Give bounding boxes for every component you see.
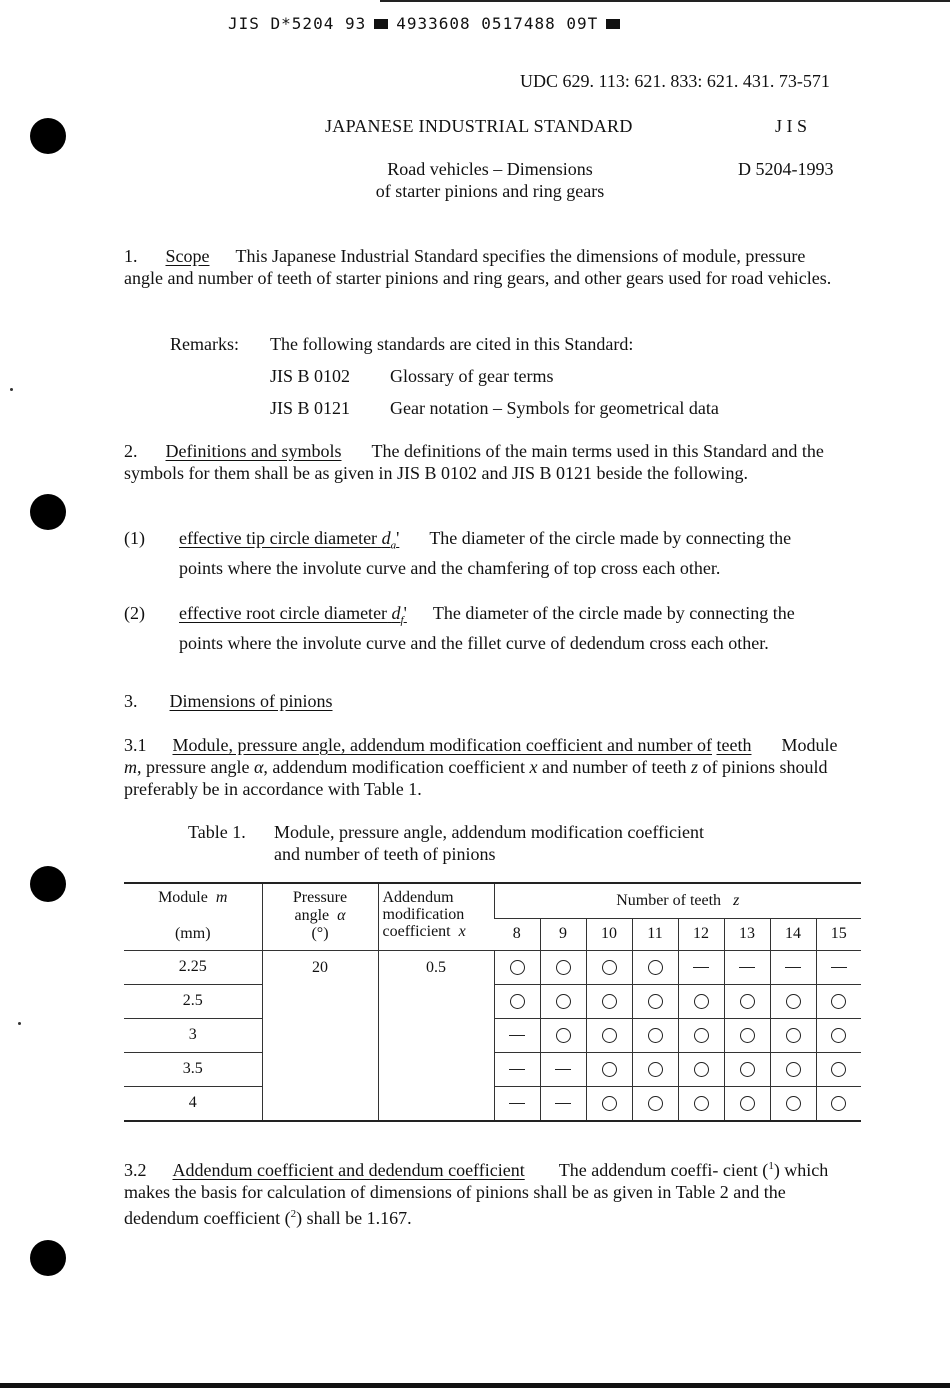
dash-mark-icon bbox=[509, 1069, 525, 1070]
header-text: Number of teeth bbox=[616, 891, 722, 909]
term-text: effective root circle diameter bbox=[179, 603, 388, 623]
symbol-alpha: α bbox=[253, 757, 264, 777]
dash-mark-icon bbox=[555, 1103, 571, 1104]
remarks-intro: The following standards are cited in this Standard: bbox=[270, 334, 634, 354]
teeth-header: 12 bbox=[678, 918, 724, 950]
section-text: This Japanese Industrial Standard specifies the dimensions of bbox=[235, 246, 678, 266]
header-symbol: z bbox=[733, 891, 740, 909]
availability-cell bbox=[494, 1086, 540, 1120]
availability-cell bbox=[678, 984, 724, 1018]
teeth-header: 14 bbox=[770, 918, 816, 950]
section-3-2 bbox=[124, 1155, 839, 1229]
availability-cell bbox=[586, 984, 632, 1018]
punch-hole bbox=[30, 118, 66, 154]
table-caption-line: Module, pressure angle, addendum modification coefficient bbox=[274, 822, 705, 842]
module-cell: 3.5 bbox=[124, 1052, 262, 1086]
availability-cell bbox=[770, 1052, 816, 1086]
header-text: coefficient bbox=[382, 923, 451, 940]
section-heading: Dimensions of pinions bbox=[169, 691, 333, 711]
availability-cell bbox=[724, 950, 770, 984]
circle-mark-icon bbox=[831, 994, 846, 1009]
term-subscript: a bbox=[390, 539, 397, 552]
table-caption-label: Table 1. bbox=[188, 822, 246, 842]
definition-2 bbox=[179, 602, 839, 654]
footnote-ref: 1 bbox=[768, 1160, 774, 1172]
availability-cell bbox=[770, 950, 816, 984]
module-cell: 3 bbox=[124, 1018, 262, 1052]
footnote-ref: 2 bbox=[290, 1208, 297, 1220]
pressure-angle-cell: 20 bbox=[262, 950, 378, 1120]
module-cell: 4 bbox=[124, 1086, 262, 1120]
term-prime: ' bbox=[403, 603, 407, 623]
speck bbox=[10, 388, 13, 391]
table-1-grid bbox=[124, 884, 861, 1120]
text: ) shall be 1.167. bbox=[296, 1208, 412, 1228]
term-text: effective tip circle diameter bbox=[179, 528, 378, 548]
circle-mark-icon bbox=[694, 1062, 709, 1077]
block-mark bbox=[606, 19, 620, 29]
teeth-header: 13 bbox=[724, 918, 770, 950]
text: cient ( bbox=[722, 1160, 769, 1180]
table-1 bbox=[124, 882, 861, 1122]
circle-mark-icon bbox=[786, 1062, 801, 1077]
text: of pinions should preferably be in accordance with Table 1. bbox=[124, 757, 828, 799]
circle-mark-icon bbox=[740, 994, 755, 1009]
symbol-m: m bbox=[124, 757, 137, 777]
header-unit: (mm) bbox=[174, 925, 211, 942]
text: and bbox=[542, 757, 569, 777]
availability-cell bbox=[632, 984, 678, 1018]
text: The addendum coeffi- bbox=[558, 1160, 719, 1180]
remark-ref-title: Gear notation – Symbols for geometrical data bbox=[390, 398, 719, 418]
remark-ref-title: Glossary of gear terms bbox=[390, 366, 554, 386]
term-subscript: f bbox=[400, 614, 404, 627]
standard-title: JAPANESE INDUSTRIAL STANDARD bbox=[325, 116, 633, 136]
header-symbol: x bbox=[458, 923, 466, 940]
catalog-code bbox=[228, 14, 620, 33]
circle-mark-icon bbox=[694, 1096, 709, 1111]
circle-mark-icon bbox=[602, 1028, 617, 1043]
circle-mark-icon bbox=[831, 1028, 846, 1043]
top-rule bbox=[380, 0, 950, 2]
header-module bbox=[124, 884, 262, 950]
circle-mark-icon bbox=[510, 960, 525, 975]
section-heading: Module, pressure angle, addendum modification coefficient and number of bbox=[172, 735, 712, 755]
circle-mark-icon bbox=[602, 994, 617, 1009]
header-text: modification bbox=[382, 906, 465, 923]
section-heading: Scope bbox=[165, 246, 210, 266]
addendum-mod-cell: 0.5 bbox=[378, 950, 494, 1120]
term-symbol: d bbox=[381, 528, 391, 548]
header-unit: (°) bbox=[311, 925, 329, 942]
definition-text: The diameter of the circle made by bbox=[429, 528, 682, 548]
section-number: 2. bbox=[124, 441, 138, 461]
availability-cell bbox=[540, 1018, 586, 1052]
availability-cell bbox=[632, 1052, 678, 1086]
circle-mark-icon bbox=[786, 994, 801, 1009]
availability-cell bbox=[586, 1018, 632, 1052]
availability-cell bbox=[678, 950, 724, 984]
circle-mark-icon bbox=[694, 994, 709, 1009]
circle-mark-icon bbox=[602, 1062, 617, 1077]
circle-mark-icon bbox=[740, 1096, 755, 1111]
circle-mark-icon bbox=[648, 1096, 663, 1111]
availability-cell bbox=[816, 984, 861, 1018]
availability-cell bbox=[586, 1086, 632, 1120]
circle-mark-icon bbox=[786, 1028, 801, 1043]
section-heading: Definitions and symbols bbox=[165, 441, 342, 461]
teeth-header: 8 bbox=[494, 918, 540, 950]
availability-cell bbox=[770, 1086, 816, 1120]
availability-cell bbox=[678, 1052, 724, 1086]
header-pressure bbox=[262, 884, 378, 950]
catalog-code-part1: JIS D*5204 93 bbox=[228, 14, 367, 33]
section-number: 3.2 bbox=[124, 1160, 147, 1180]
availability-cell bbox=[540, 984, 586, 1018]
text: , addendum modification coefficient bbox=[263, 757, 526, 777]
section-3-1 bbox=[124, 734, 844, 800]
block-mark bbox=[374, 19, 388, 29]
header-teeth bbox=[494, 884, 861, 918]
availability-cell bbox=[678, 1086, 724, 1120]
text: ) which makes the basis for calculation of dimensions of pinions shall be as given in Table 2 and the dedendum coefficient ( bbox=[124, 1160, 829, 1228]
availability-cell bbox=[586, 1052, 632, 1086]
availability-cell bbox=[632, 1018, 678, 1052]
circle-mark-icon bbox=[556, 960, 571, 975]
table-row bbox=[124, 950, 861, 984]
dash-mark-icon bbox=[555, 1069, 571, 1070]
availability-cell bbox=[540, 1052, 586, 1086]
header-symbol: m bbox=[215, 889, 228, 906]
availability-cell bbox=[816, 1052, 861, 1086]
availability-cell bbox=[816, 1086, 861, 1120]
definition-term bbox=[179, 528, 400, 552]
section-3 bbox=[124, 690, 333, 712]
circle-mark-icon bbox=[831, 1062, 846, 1077]
section-1 bbox=[124, 245, 834, 289]
circle-mark-icon bbox=[786, 1096, 801, 1111]
definition-text: connecting the points where the involute curve and the chamfering of top cross each other. bbox=[179, 528, 792, 578]
text: , pressure angle bbox=[137, 757, 250, 777]
availability-cell bbox=[770, 1018, 816, 1052]
remark-ref-code: JIS B 0121 bbox=[270, 398, 351, 418]
circle-mark-icon bbox=[740, 1062, 755, 1077]
symbol-x: x bbox=[529, 757, 538, 777]
availability-cell bbox=[724, 1018, 770, 1052]
symbol-z: z bbox=[690, 757, 698, 777]
circle-mark-icon bbox=[648, 994, 663, 1009]
availability-cell bbox=[494, 1018, 540, 1052]
punch-hole bbox=[30, 494, 66, 530]
section-text: module, pressure angle and number of teeth of starter pinions and ring gears, and other gears used for road vehicles. bbox=[124, 246, 832, 288]
doc-number: D 5204-1993 bbox=[738, 159, 834, 179]
availability-cell bbox=[540, 1086, 586, 1120]
doc-title bbox=[325, 158, 655, 202]
remark-ref-code: JIS B 0102 bbox=[270, 366, 351, 386]
circle-mark-icon bbox=[740, 1028, 755, 1043]
circle-mark-icon bbox=[648, 1028, 663, 1043]
text: number of teeth bbox=[572, 757, 687, 777]
definition-number: (1) bbox=[124, 528, 145, 548]
availability-cell bbox=[494, 1052, 540, 1086]
section-text: The definitions of the main terms used in this bbox=[371, 441, 699, 461]
remarks-label: Remarks: bbox=[170, 334, 239, 354]
dash-mark-icon bbox=[739, 967, 755, 968]
header-symbol: α bbox=[337, 907, 346, 924]
availability-cell bbox=[494, 984, 540, 1018]
circle-mark-icon bbox=[648, 960, 663, 975]
term-symbol: d bbox=[391, 603, 401, 623]
section-2 bbox=[124, 440, 834, 484]
udc-code: UDC 629. 113: 621. 833: 621. 431. 73-571 bbox=[520, 71, 830, 91]
definition-text: connecting the points where the involute curve and the fillet curve of dedendum cross each other. bbox=[179, 603, 795, 653]
doc-title-line1: Road vehicles – Dimensions bbox=[387, 159, 593, 179]
section-number: 3. bbox=[124, 691, 138, 711]
punch-hole bbox=[30, 866, 66, 902]
teeth-header: 10 bbox=[586, 918, 632, 950]
section-text: Standard and the symbols for them shall be as given in JIS B 0102 and JIS B 0121 beside the following. bbox=[124, 441, 824, 483]
header-text: angle bbox=[294, 907, 330, 924]
dash-mark-icon bbox=[693, 967, 709, 968]
teeth-header: 9 bbox=[540, 918, 586, 950]
punch-hole bbox=[30, 1240, 66, 1276]
availability-cell bbox=[632, 950, 678, 984]
teeth-header: 15 bbox=[816, 918, 861, 950]
dash-mark-icon bbox=[785, 967, 801, 968]
dash-mark-icon bbox=[509, 1035, 525, 1036]
text: Module bbox=[781, 735, 838, 755]
definition-number: (2) bbox=[124, 603, 145, 623]
availability-cell bbox=[724, 1086, 770, 1120]
circle-mark-icon bbox=[556, 994, 571, 1009]
module-cell: 2.5 bbox=[124, 984, 262, 1018]
availability-cell bbox=[724, 1052, 770, 1086]
availability-cell bbox=[586, 950, 632, 984]
header-text: Addendum bbox=[382, 889, 454, 906]
availability-cell bbox=[816, 1018, 861, 1052]
module-cell: 2.25 bbox=[124, 950, 262, 984]
circle-mark-icon bbox=[556, 1028, 571, 1043]
availability-cell bbox=[770, 984, 816, 1018]
header-text: Pressure bbox=[292, 889, 348, 906]
availability-cell bbox=[494, 950, 540, 984]
definition-text: The diameter of the circle made by bbox=[432, 603, 685, 623]
availability-cell bbox=[540, 950, 586, 984]
section-heading: teeth bbox=[716, 735, 752, 755]
availability-cell bbox=[724, 984, 770, 1018]
header-addendum bbox=[378, 884, 494, 950]
circle-mark-icon bbox=[831, 1096, 846, 1111]
definition-term bbox=[179, 603, 407, 627]
circle-mark-icon bbox=[510, 994, 525, 1009]
table-caption-line: and number of teeth of pinions bbox=[274, 844, 496, 864]
definition-1 bbox=[179, 527, 839, 579]
circle-mark-icon bbox=[602, 960, 617, 975]
doc-title-line2: of starter pinions and ring gears bbox=[375, 181, 605, 201]
circle-mark-icon bbox=[602, 1096, 617, 1111]
table-caption bbox=[274, 821, 704, 865]
speck bbox=[18, 1022, 21, 1025]
availability-cell bbox=[632, 1086, 678, 1120]
dash-mark-icon bbox=[509, 1103, 525, 1104]
section-number: 1. bbox=[124, 246, 138, 266]
jis-label: J I S bbox=[775, 116, 808, 136]
term-prime: ' bbox=[396, 528, 400, 548]
circle-mark-icon bbox=[648, 1062, 663, 1077]
catalog-code-part2: 4933608 0517488 09T bbox=[396, 14, 599, 33]
teeth-header: 11 bbox=[632, 918, 678, 950]
availability-cell bbox=[678, 1018, 724, 1052]
circle-mark-icon bbox=[694, 1028, 709, 1043]
bottom-rule bbox=[0, 1383, 950, 1388]
header-text: Module bbox=[158, 889, 208, 906]
section-heading: Addendum coefficient and dedendum coefficient bbox=[172, 1160, 525, 1180]
availability-cell bbox=[816, 950, 861, 984]
section-number: 3.1 bbox=[124, 735, 147, 755]
dash-mark-icon bbox=[831, 967, 847, 968]
